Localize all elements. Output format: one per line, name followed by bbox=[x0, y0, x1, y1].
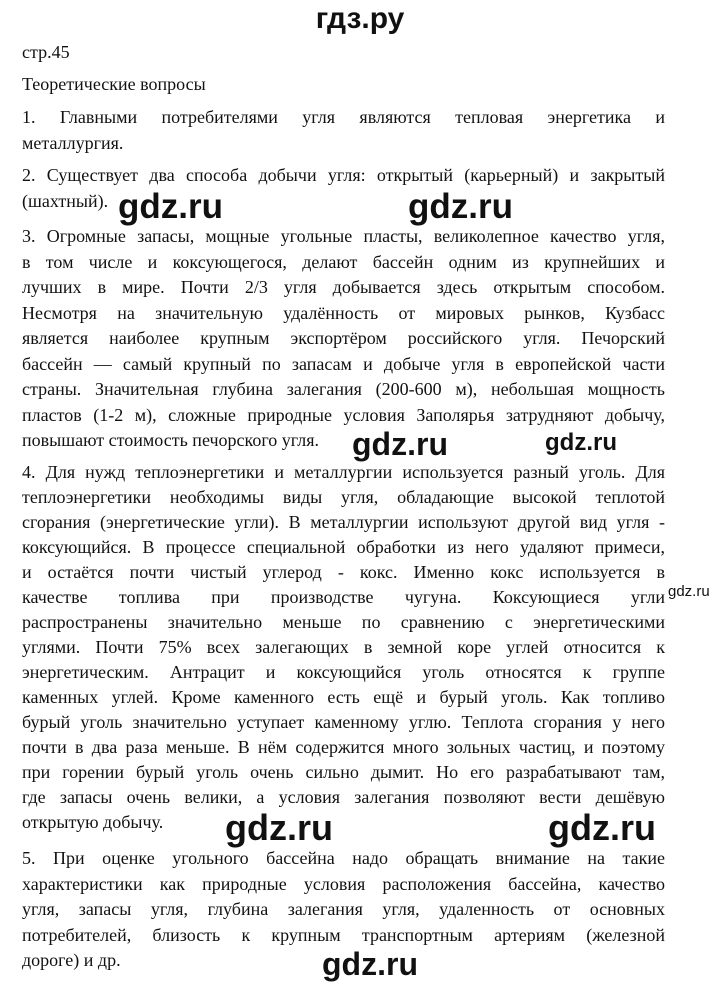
paragraph-line: где запасы очень велики, а условия залегания позволяют вести дешёвую bbox=[22, 787, 665, 807]
paragraph-line: открытую добычу. bbox=[22, 812, 164, 832]
paragraph-line: лучших в мире. Почти 2/3 угля добывается здесь открытым способом. bbox=[22, 277, 665, 297]
paragraph-line: коксующийся. В процессе специальной обработки из него удаляют примеси, bbox=[22, 537, 665, 557]
watermark: gdz.ru bbox=[548, 807, 656, 848]
paragraph-line: пластов (1-2 м), сложные природные условия Заполярья затрудняют добычу, bbox=[22, 404, 665, 425]
watermark: gdz.ru bbox=[668, 583, 710, 600]
paragraph-line: углями. Почти 75% всех залегающих в земной коре углей относится к bbox=[22, 637, 665, 657]
watermark: gdz.ru bbox=[352, 426, 448, 462]
paragraph-line: бассейн — самый крупный по запасам и добыче угля в европейской части bbox=[22, 353, 665, 374]
answer-paragraph-3 bbox=[22, 224, 665, 454]
paragraph-line: качестве топлива при производстве чугуна. Коксующиеся угли bbox=[22, 587, 665, 607]
paragraph-line: почти в два раза меньше. В нём содержится много зольных частиц, и поэтому bbox=[22, 737, 665, 757]
paragraph-line: 3. Огромные запасы, мощные угольные пласты, великолепное качество угля, bbox=[22, 226, 665, 246]
paragraph-line: 4. Для нужд теплоэнергетики и металлургии используется разный уголь. Для bbox=[22, 462, 665, 482]
paragraph-line: и остаётся почти чистый углерод - кокс. Именно кокс используется в bbox=[22, 562, 665, 582]
paragraph-line: металлургия. bbox=[22, 132, 124, 153]
paragraph-line: Несмотря на значительную удалённость от мировых рынков, Кузбасс bbox=[22, 302, 665, 323]
paragraph-line: распространены значительно меньше по сравнению с энергетическими bbox=[22, 612, 665, 632]
paragraph-line: потребителей, близость к крупным транспортным артериям (железной bbox=[22, 924, 665, 945]
paragraph-line: 2. Существует два способа добычи угля: открытый (карьерный) и закрытый bbox=[22, 165, 665, 185]
paragraph-line: повышают стоимость печорского угля. bbox=[22, 430, 320, 450]
watermark: gdz.ru bbox=[118, 187, 223, 226]
paragraph-line: является наиболее крупным экспортёром российского угля. Печорский bbox=[22, 328, 665, 348]
section-title: Теоретические вопросы bbox=[22, 74, 206, 94]
paragraph-line: энергетическим. Антрацит и коксующийся уголь относятся к группе bbox=[22, 662, 665, 682]
watermark: gdz.ru bbox=[545, 429, 617, 456]
watermark: gdz.ru bbox=[408, 187, 513, 226]
answer-paragraph-1 bbox=[22, 105, 665, 156]
paragraph-line: 5. При оценке угольного бассейна надо обращать внимание на такие bbox=[22, 848, 665, 868]
watermark: gdz.ru bbox=[322, 946, 418, 982]
paragraph-line: сгорания (энергетические угли). В металлургии используют другой вид угля - bbox=[22, 512, 665, 532]
paragraph-line: дороге) и др. bbox=[22, 950, 121, 970]
watermark: gdz.ru bbox=[225, 807, 333, 848]
paragraph-line: теплоэнергетики необходимы виды угля, обладающие высокой теплотой bbox=[22, 487, 665, 507]
paragraph-line: бурый уголь значительно уступает каменному углю. Теплота сгорания у него bbox=[22, 712, 665, 732]
paragraph-line: страны. Значительная глубина залегания (200-600 м), небольшая мощность bbox=[22, 379, 665, 399]
paragraph-line: характеристики как природные условия расположения бассейна, качество bbox=[22, 873, 665, 894]
site-title: гдз.ру bbox=[315, 2, 405, 35]
paragraph-line: 1. Главными потребителями угля являются тепловая энергетика и bbox=[22, 107, 665, 127]
answer-paragraph-4 bbox=[22, 460, 665, 835]
paragraph-line: каменных углей. Кроме каменного есть ещё и бурый уголь. Как топливо bbox=[22, 687, 665, 707]
page-reference: стр.45 bbox=[22, 42, 70, 62]
paragraph-line: угля, запасы угля, глубина залегания угля, удаленность от основных bbox=[22, 899, 665, 919]
paragraph-line: при горении бурый уголь очень сильно дымит. Но его разрабатывают там, bbox=[22, 762, 665, 782]
paragraph-line: (шахтный). bbox=[22, 190, 109, 211]
paragraph-line: в том числе и коксующегося, делают бассейн одним из крупнейших и bbox=[22, 251, 665, 272]
